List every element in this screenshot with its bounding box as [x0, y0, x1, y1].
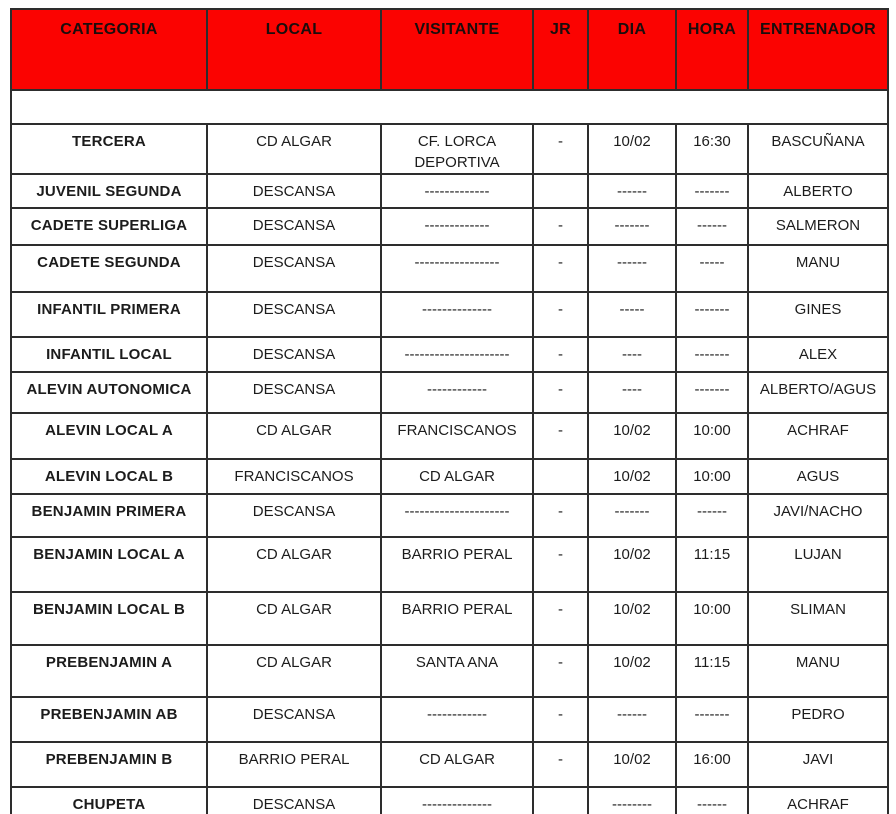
cell-dia: -------: [588, 208, 676, 245]
row-benjamin-local-a: [11, 537, 888, 592]
cell-entrenador: PEDRO: [748, 697, 888, 742]
cell-entrenador: SLIMAN: [748, 592, 888, 645]
cell-dia: ------: [588, 697, 676, 742]
cell-visitante: -----------------: [381, 245, 533, 292]
header-gap-cell: [11, 90, 888, 124]
cell-jr: -: [533, 208, 588, 245]
cell-categoria: INFANTIL LOCAL: [11, 337, 207, 372]
row-prebenjamin-ab: [11, 697, 888, 742]
cell-local: DESCANSA: [207, 697, 381, 742]
cell-jr: [533, 459, 588, 494]
cell-jr: -: [533, 645, 588, 697]
cell-categoria: ALEVIN AUTONOMICA: [11, 372, 207, 413]
cell-local: DESCANSA: [207, 245, 381, 292]
table-body: [11, 90, 888, 814]
cell-entrenador: AGUS: [748, 459, 888, 494]
cell-hora: ------: [676, 494, 748, 537]
row-tercera: [11, 124, 888, 174]
cell-dia: ----: [588, 337, 676, 372]
cell-jr: -: [533, 592, 588, 645]
cell-local: DESCANSA: [207, 208, 381, 245]
cell-dia: --------: [588, 787, 676, 814]
cell-jr: -: [533, 537, 588, 592]
row-cadete-superliga: [11, 208, 888, 245]
cell-dia: 10/02: [588, 124, 676, 174]
cell-hora: 10:00: [676, 592, 748, 645]
cell-dia: ------: [588, 174, 676, 208]
cell-local: DESCANSA: [207, 337, 381, 372]
cell-hora: 16:30: [676, 124, 748, 174]
cell-visitante: CD ALGAR: [381, 459, 533, 494]
cell-visitante: --------------: [381, 787, 533, 814]
cell-hora: -------: [676, 292, 748, 337]
cell-entrenador: GINES: [748, 292, 888, 337]
cell-jr: -: [533, 124, 588, 174]
cell-local: DESCANSA: [207, 787, 381, 814]
cell-visitante: ---------------------: [381, 494, 533, 537]
cell-jr: -: [533, 245, 588, 292]
cell-local: CD ALGAR: [207, 124, 381, 174]
row-infantil-primera: [11, 292, 888, 337]
column-header-visitante: VISITANTE: [381, 9, 533, 90]
row-chupeta: [11, 787, 888, 814]
row-alevin-local-a: [11, 413, 888, 459]
cell-categoria: PREBENJAMIN A: [11, 645, 207, 697]
cell-hora: 11:15: [676, 537, 748, 592]
cell-hora: ------: [676, 208, 748, 245]
cell-visitante: -------------: [381, 208, 533, 245]
cell-local: CD ALGAR: [207, 413, 381, 459]
cell-categoria: TERCERA: [11, 124, 207, 174]
cell-local: BARRIO PERAL: [207, 742, 381, 787]
cell-entrenador: ACHRAF: [748, 413, 888, 459]
cell-categoria: BENJAMIN LOCAL B: [11, 592, 207, 645]
cell-hora: -------: [676, 174, 748, 208]
cell-visitante: ------------: [381, 372, 533, 413]
cell-dia: 10/02: [588, 537, 676, 592]
row-infantil-local: [11, 337, 888, 372]
cell-dia: 10/02: [588, 742, 676, 787]
header-gap-row: [11, 90, 888, 124]
cell-entrenador: LUJAN: [748, 537, 888, 592]
cell-dia: 10/02: [588, 413, 676, 459]
cell-categoria: INFANTIL PRIMERA: [11, 292, 207, 337]
cell-dia: ----: [588, 372, 676, 413]
cell-jr: -: [533, 697, 588, 742]
cell-entrenador: MANU: [748, 245, 888, 292]
cell-entrenador: MANU: [748, 645, 888, 697]
cell-categoria: JUVENIL SEGUNDA: [11, 174, 207, 208]
cell-local: CD ALGAR: [207, 645, 381, 697]
cell-entrenador: ALBERTO: [748, 174, 888, 208]
cell-local: CD ALGAR: [207, 537, 381, 592]
cell-jr: -: [533, 292, 588, 337]
row-alevin-autonomica: [11, 372, 888, 413]
cell-categoria: ALEVIN LOCAL A: [11, 413, 207, 459]
cell-categoria: PREBENJAMIN AB: [11, 697, 207, 742]
cell-jr: -: [533, 494, 588, 537]
column-header-hora: HORA: [676, 9, 748, 90]
cell-hora: 16:00: [676, 742, 748, 787]
cell-entrenador: JAVI: [748, 742, 888, 787]
cell-categoria: PREBENJAMIN B: [11, 742, 207, 787]
cell-jr: [533, 174, 588, 208]
cell-dia: 10/02: [588, 592, 676, 645]
cell-categoria: CHUPETA: [11, 787, 207, 814]
cell-hora: ------: [676, 787, 748, 814]
column-header-jr: JR: [533, 9, 588, 90]
header-row: [11, 9, 888, 90]
cell-dia: 10/02: [588, 645, 676, 697]
cell-jr: -: [533, 372, 588, 413]
cell-jr: -: [533, 337, 588, 372]
column-header-categoria: CATEGORIA: [11, 9, 207, 90]
cell-categoria: ALEVIN LOCAL B: [11, 459, 207, 494]
cell-categoria: BENJAMIN PRIMERA: [11, 494, 207, 537]
cell-visitante: FRANCISCANOS: [381, 413, 533, 459]
cell-local: FRANCISCANOS: [207, 459, 381, 494]
cell-entrenador: SALMERON: [748, 208, 888, 245]
cell-visitante: CF. LORCA DEPORTIVA: [381, 124, 533, 174]
column-header-entrenador: ENTRENADOR: [748, 9, 888, 90]
cell-visitante: -------------: [381, 174, 533, 208]
cell-entrenador: ALBERTO/AGUS: [748, 372, 888, 413]
cell-hora: 11:15: [676, 645, 748, 697]
cell-visitante: --------------: [381, 292, 533, 337]
column-header-dia: DIA: [588, 9, 676, 90]
match-schedule-table: [10, 8, 889, 814]
cell-categoria: CADETE SEGUNDA: [11, 245, 207, 292]
cell-jr: [533, 787, 588, 814]
cell-entrenador: BASCUÑANA: [748, 124, 888, 174]
cell-dia: -------: [588, 494, 676, 537]
cell-visitante: ---------------------: [381, 337, 533, 372]
cell-categoria: CADETE SUPERLIGA: [11, 208, 207, 245]
row-benjamin-primera: [11, 494, 888, 537]
cell-jr: -: [533, 742, 588, 787]
cell-visitante: SANTA ANA: [381, 645, 533, 697]
cell-dia: -----: [588, 292, 676, 337]
row-cadete-segunda: [11, 245, 888, 292]
cell-hora: 10:00: [676, 413, 748, 459]
cell-visitante: ------------: [381, 697, 533, 742]
cell-visitante: BARRIO PERAL: [381, 537, 533, 592]
row-prebenjamin-a: [11, 645, 888, 697]
cell-visitante: CD ALGAR: [381, 742, 533, 787]
cell-dia: ------: [588, 245, 676, 292]
cell-local: DESCANSA: [207, 174, 381, 208]
cell-hora: -------: [676, 372, 748, 413]
cell-local: DESCANSA: [207, 494, 381, 537]
cell-hora: -----: [676, 245, 748, 292]
table-header: [11, 9, 888, 90]
cell-local: DESCANSA: [207, 292, 381, 337]
cell-entrenador: JAVI/NACHO: [748, 494, 888, 537]
cell-local: CD ALGAR: [207, 592, 381, 645]
row-benjamin-local-b: [11, 592, 888, 645]
cell-hora: -------: [676, 697, 748, 742]
cell-hora: 10:00: [676, 459, 748, 494]
column-header-local: LOCAL: [207, 9, 381, 90]
cell-dia: 10/02: [588, 459, 676, 494]
cell-entrenador: ALEX: [748, 337, 888, 372]
row-prebenjamin-b: [11, 742, 888, 787]
row-juvenil-segunda: [11, 174, 888, 208]
cell-local: DESCANSA: [207, 372, 381, 413]
cell-jr: -: [533, 413, 588, 459]
cell-hora: -------: [676, 337, 748, 372]
cell-entrenador: ACHRAF: [748, 787, 888, 814]
cell-visitante: BARRIO PERAL: [381, 592, 533, 645]
row-alevin-local-b: [11, 459, 888, 494]
cell-categoria: BENJAMIN LOCAL A: [11, 537, 207, 592]
